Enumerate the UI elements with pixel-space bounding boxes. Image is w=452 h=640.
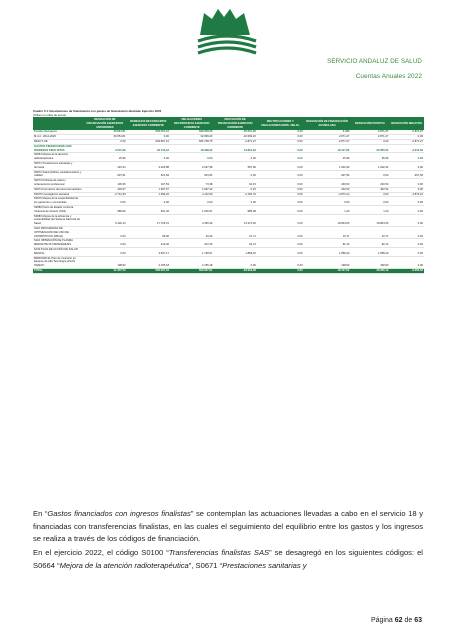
row-value: 0,00: [213, 153, 256, 162]
row-value: 606.738,75: [170, 139, 213, 144]
table-header-cell: DESVIACIÓN POSITIVA: [350, 117, 389, 130]
row-value: 25,99: [83, 153, 126, 162]
row-value: 10,71: [304, 226, 351, 238]
row-value: 0,00: [83, 247, 126, 256]
row-value: 1.858,20: [213, 247, 256, 256]
row-value: 0,00: [350, 197, 389, 206]
row-value: -2.160,79: [213, 192, 256, 197]
row-value: 3.225,88: [127, 161, 170, 170]
row-value: 0,00: [389, 214, 424, 226]
row-value: -307,56: [389, 170, 424, 179]
row-value: 0,00: [257, 187, 304, 192]
row-value: 2.871,27: [304, 135, 351, 140]
table-caption-block: [33, 109, 423, 117]
row-value: 10,71: [213, 226, 256, 238]
row-value: 0,00: [257, 192, 304, 197]
row-label: S0672 Salud pública, sanidad exterior y calidad: [34, 170, 82, 178]
row-value: 25,99: [304, 153, 351, 162]
row-value: 0,00: [127, 197, 170, 206]
row-value: 19.804,05: [304, 214, 351, 226]
row-value: 19.804,05: [350, 214, 389, 226]
row-label: M.A.C. 2014-2020: [33, 135, 83, 140]
row-value: 0,00: [350, 139, 389, 144]
row-value: 402,52: [350, 187, 389, 192]
row-value: 0,00: [213, 197, 256, 206]
table-row: [33, 239, 424, 248]
table-row: [33, 161, 424, 170]
row-value: 1.858,20: [304, 247, 351, 256]
row-value: 1,20: [350, 205, 389, 214]
row-value: 0,00: [389, 205, 424, 214]
row-value: 1.997,42: [170, 187, 213, 192]
row-value: 198,90: [83, 256, 126, 268]
row-value: 0,00: [257, 256, 304, 268]
row-value: 0,00: [389, 135, 424, 140]
header-organization: SERVICIO ANDALUZ DE SALUD: [327, 58, 422, 65]
row-value: -4.873,24: [304, 192, 351, 197]
row-value: 136,35: [83, 179, 126, 188]
total-value: 26.336,19: [350, 268, 389, 273]
row-value: 2.155,18: [170, 256, 213, 268]
page-number: [371, 617, 422, 624]
row-value: 13.801,33: [213, 144, 256, 153]
table-header-cell: DESVIACIÓN DE FINANCIACIÓN EJERCICIO CORRIENTE: [213, 117, 256, 130]
row-value: 1.738,97: [170, 247, 213, 256]
row-value: 73,38: [170, 179, 213, 188]
row-value: 0,00: [304, 197, 351, 206]
row-value: 0,00: [213, 170, 256, 179]
row-value: -3.210,00: [389, 144, 424, 153]
table-body: [33, 130, 424, 273]
row-value: 1.997,57: [127, 187, 170, 192]
row-value: 0,00: [389, 153, 424, 162]
p2-text-a: En el ejercicio 2022, el código S0100 “: [33, 548, 169, 557]
page-total: 63: [414, 617, 422, 624]
total-value: 0,00: [257, 268, 304, 273]
row-value: 10,71: [350, 226, 389, 238]
row-value: 0,00: [257, 130, 304, 134]
row-value: -2.871,27: [389, 130, 424, 134]
table-total-row: [33, 268, 424, 273]
row-value: 587,90: [213, 161, 256, 170]
row-value: 0,00: [83, 226, 126, 238]
paragraph-2: [33, 547, 423, 572]
row-value: 198,90: [350, 256, 389, 268]
row-value: 0,00: [257, 179, 304, 188]
financing-deviations-table: [33, 117, 424, 274]
row-value: 0,00: [170, 197, 213, 206]
row-value: 17.725,31: [127, 214, 170, 226]
table-caption: Cuadro 5.1. Desviaciones de financiación con gastos de financiación afectada. Ejercicio 2022: [33, 109, 162, 113]
total-value: 636.267,53: [127, 268, 170, 273]
row-value: 1,20: [304, 205, 351, 214]
row-value: 0,00: [127, 135, 170, 140]
row-value: 32.716,34: [127, 144, 170, 153]
row-value: 0,00: [257, 247, 304, 256]
table-row: [33, 179, 424, 188]
table-row: [33, 226, 424, 238]
row-value: 0,00: [389, 197, 424, 206]
row-value: 2.871,27: [350, 130, 389, 134]
row-value: -2.871,27: [304, 139, 351, 144]
row-value: 1.002,92: [350, 161, 389, 170]
logo-emblem-icon: [192, 5, 262, 59]
paragraph-1: [33, 508, 423, 546]
header-subtitle: Cuentas Anuales 2022: [355, 73, 422, 80]
row-value: 0,00: [389, 239, 424, 248]
row-value: 986,99: [83, 205, 126, 214]
row-value: 22.605,52: [350, 144, 389, 153]
table-row: [33, 153, 424, 162]
row-value: 0,00: [389, 187, 424, 192]
p2-emphasis-3: Prestaciones sanitarias y: [222, 560, 307, 570]
row-label: MRR0100131 Plan de Inversión en Equipos de Alta Tecnología (PLAN INVEAT): [33, 256, 83, 268]
row-value: 1.858,20: [350, 247, 389, 256]
row-value: 0,00: [213, 256, 256, 268]
row-value: 0,00: [257, 197, 304, 206]
row-label: S0671 Prestaciones sanitarias y farmacia: [33, 161, 83, 170]
row-value: 1.002,92: [304, 161, 351, 170]
row-value: 30.651,81: [83, 135, 126, 140]
p2-text-c: ”, S0671 “: [188, 560, 223, 570]
row-value: -307,61: [83, 170, 126, 179]
total-label: TOTAL: [33, 268, 83, 273]
total-value: -9.062,63: [389, 268, 424, 273]
total-value: 18.417,52: [304, 268, 351, 273]
row-value: 327,30: [170, 239, 213, 248]
row-label: S0680 Pacto de Estado contra la Violencia de Género (SAS): [33, 205, 83, 214]
row-value: 0,00: [350, 170, 389, 179]
row-label: S0664 Mejora de la atención radioterapéutica: [33, 153, 83, 162]
table-unit: (Cifras en miles de euros): [33, 113, 67, 117]
row-value: 6.430,13: [83, 214, 126, 226]
row-value: 167,53: [127, 179, 170, 188]
row-value: 661,46: [127, 205, 170, 214]
row-value: 5.403: [304, 130, 351, 134]
table-row: [33, 197, 424, 206]
row-value: 0,00: [83, 139, 126, 144]
row-label: S0676 Mejora de la sostenibilidad de los pacientes y sus familias: [33, 197, 83, 206]
row-value: 19.298,42: [170, 144, 213, 153]
row-value: 1.006,97: [170, 205, 213, 214]
row-value: 402,37: [83, 187, 126, 192]
page-current: 62: [394, 617, 403, 624]
row-value: 13.374,02: [213, 214, 256, 226]
row-label: S0673 Políticas de salud y ordenamiento profesional: [33, 179, 83, 188]
row-value: 0,00: [83, 197, 126, 206]
row-value: 0,00: [257, 161, 304, 170]
table-header-cell: [33, 117, 83, 130]
row-value: 0,00: [389, 256, 424, 268]
table-header-cell: RECTIFICACIONES Y ANULACIONES DERS. OBLIG.: [257, 117, 304, 130]
row-value: 0,00: [389, 179, 424, 188]
row-value: 419,40: [127, 239, 170, 248]
table-row: [33, 144, 424, 153]
row-label: GASTOS FINANCIADOS CON INGRESOS FINALISTAS: [33, 144, 83, 153]
row-label: S0683 Mejora de la eficiencia y sostenibilidad del Sistema Nacional de Salud: [33, 214, 83, 226]
row-value: 0,15: [213, 187, 256, 192]
p2-text-b: ” se desagregó en los siguientes códigos: el S0664 “: [33, 548, 423, 570]
total-value: 659.967,61: [170, 268, 213, 273]
row-value: -307,56: [304, 170, 351, 179]
table-row: [33, 205, 424, 214]
table-row: [33, 256, 424, 268]
row-value: -25.551,29: [213, 130, 256, 134]
row-value: 521,84: [170, 170, 213, 179]
row-value: 92,13: [350, 239, 389, 248]
row-value: 0,00: [257, 205, 304, 214]
row-value: 603.551,16: [127, 130, 170, 134]
row-value: 92,13: [213, 239, 256, 248]
p1-text-b: ” se contemplan las actuaciones llevadas a cabo en el servicio 18 y financiadas con transferencias finalistas, en las cuales el seguimiento del equilibrio entre los gastos y los ingresos se realiza a través de los códigos de financiación.: [33, 509, 423, 544]
row-label: S110 PROGRAMAS DE OPTIMIZACIÓN DE USO DE ANTIBIÓTICOS (PROA): [33, 226, 83, 238]
row-value: 0,00: [127, 153, 170, 162]
row-value: 92,13: [304, 239, 351, 248]
table-header-cell: DESVIACIÓN DE FINANCIACIÓN EJERCICIOS ANTERIORES: [83, 117, 126, 130]
total-value: 41.337,70: [83, 268, 126, 273]
table-row: [33, 214, 424, 226]
total-value: -23.916,08: [213, 268, 256, 273]
table-header-cell: OBLIGACIONES RECONOCIDAS EJERCICIO CORRIENTE: [170, 117, 213, 130]
row-value: 0,00: [389, 161, 424, 170]
row-value: 198,90: [304, 256, 351, 268]
row-value: 30.821,81: [83, 130, 126, 134]
row-value: 629.059,36: [170, 130, 213, 134]
table-header-row: [33, 117, 424, 130]
row-value: 0,00: [257, 153, 304, 162]
row-value: 0,00: [257, 144, 304, 153]
row-label: Fondos Europeos: [33, 130, 83, 134]
row-value: 4.110,99: [170, 192, 213, 197]
p2-emphasis-2: Mejora de la atención radioterapéutica: [59, 560, 189, 570]
row-value: 0,00: [257, 239, 304, 248]
row-value: 0,00: [257, 135, 304, 140]
p1-text-a: En “: [33, 509, 48, 518]
row-value: 0,00: [389, 247, 424, 256]
row-value: 2.871,27: [350, 135, 389, 140]
row-value: -2.871,27: [213, 139, 256, 144]
row-value: 2.155,18: [127, 256, 170, 268]
row-value: 32.699,20: [170, 135, 213, 140]
row-value: 603.807,16: [127, 139, 170, 144]
p2-emphasis-1: Transferencias finalistas SAS: [168, 548, 270, 557]
table-row: [33, 170, 424, 179]
row-value: 18.417,56: [304, 144, 351, 153]
row-value: 3.597,17: [127, 247, 170, 256]
row-value: 0,00: [83, 239, 126, 248]
row-value: 1.996,20: [127, 192, 170, 197]
table-header-cell: DESVIACIÓN NEGATIVA: [389, 117, 424, 130]
row-label: REACT-UE: [33, 139, 83, 144]
row-value: 0,00: [170, 153, 213, 162]
row-value: 69,00: [127, 226, 170, 238]
row-label: S116 OBTENCIÓN DE PLASMA MEDIANTE PLASMAFÉRESIS: [33, 239, 83, 248]
row-value: 0,00: [389, 226, 424, 238]
row-value: 0,00: [257, 226, 304, 238]
row-value: 230,50: [350, 179, 389, 188]
table-header-cell: DERECHOS RECONOCIDOS EJERCICIO CORRIENTE: [127, 117, 170, 130]
row-value: 46,29: [170, 226, 213, 238]
row-value: 230,50: [304, 179, 351, 188]
table-header-cell: DESVIACIÓN DE FINANCIACIÓN ACUMULADA: [304, 117, 351, 130]
row-value: 0,00: [257, 170, 304, 179]
row-value: 0,00: [257, 214, 304, 226]
row-value: 521,84: [127, 170, 170, 179]
p1-emphasis: Gastos financiados con ingresos finalistas: [47, 509, 191, 518]
row-value: 3.515,28: [83, 144, 126, 153]
row-value: 415,34: [83, 161, 126, 170]
row-value: -4.873,24: [389, 192, 424, 197]
row-value: -32.699,20: [213, 135, 256, 140]
junta-andalucia-logo-icon: [192, 5, 262, 59]
table-row: [33, 247, 424, 256]
page-mid: de: [402, 617, 415, 624]
row-label: S130 PLAN DE ACCIÓN DE SALUD MENTAL: [33, 247, 83, 256]
row-value: 94,15: [213, 179, 256, 188]
row-label: S0675 Investigación sanitaria: [33, 192, 83, 197]
row-value: -985,38: [213, 205, 256, 214]
row-value: 2.637,98: [170, 161, 213, 170]
row-label: S0674 Formación del personal sanitario: [34, 187, 82, 191]
page-prefix: Página: [370, 617, 395, 624]
row-value: 25,99: [350, 153, 389, 162]
row-value: 4.350,29: [170, 214, 213, 226]
row-value: -2.712,45: [83, 192, 126, 197]
row-value: 0,00: [257, 139, 304, 144]
row-value: 402,52: [304, 187, 351, 192]
row-value: -2.871,27: [389, 139, 424, 144]
row-value: 0,00: [350, 192, 389, 197]
